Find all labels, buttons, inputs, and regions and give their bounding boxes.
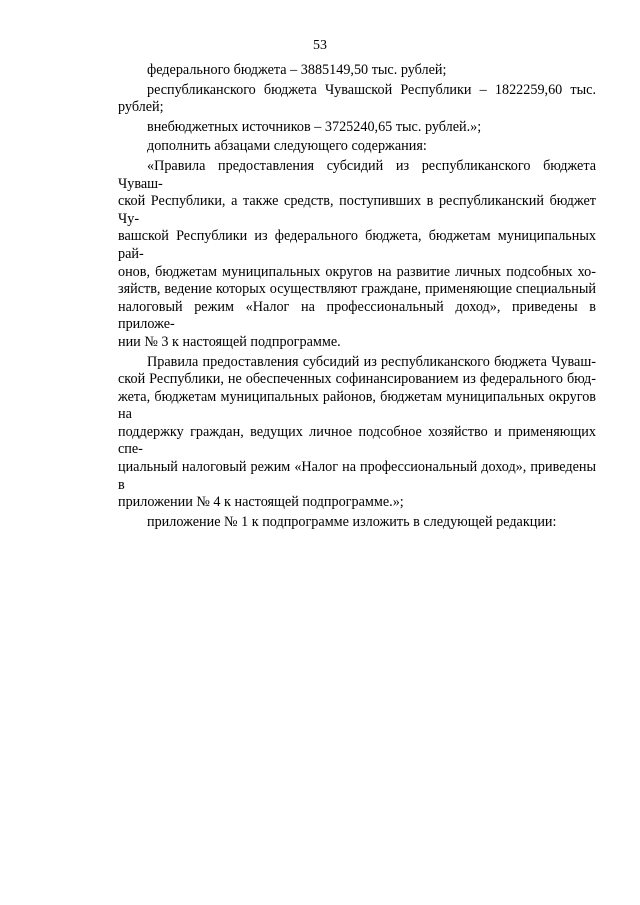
paragraph-republic-budget [118,82,596,117]
page-number: 53 [313,38,327,53]
paragraph-subsidy-rules-appendix-3 [118,158,596,352]
text-line: дополнить абзацами следующего содержания: [147,138,427,155]
text-line: приложении № 4 к настоящей подпрограмме.»; [118,494,404,511]
document-body [118,62,596,533]
text-line: рублей; [118,99,164,116]
paragraph-supplement-intro [118,138,596,156]
paragraph-subsidy-rules-appendix-4 [118,354,596,512]
text-line: зяйств, ведение которых осуществляют граждане, применяющие специальный [118,281,596,298]
text-line: Правила предоставления субсидий из республиканского бюджета Чуваш- [147,353,596,370]
text-line: нии № 3 к настоящей подпрограмме. [118,333,341,350]
text-line: республиканского бюджета Чувашской Республики – 1822259,60 тыс. [147,81,596,98]
paragraph-appendix-1-statement [118,514,596,532]
text-line: ской Республики, а также средств, поступивших в республиканский бюджет Чу- [118,193,596,227]
paragraph-federal-budget [118,62,596,80]
text-line: налоговый режим «Налог на профессиональный доход», приведены в приложе- [118,298,596,333]
text-line: жета, бюджетам муниципальных районов, бюджетам муниципальных округов на [118,388,596,423]
paragraph-extrabudgetary [118,119,596,137]
text-line: циальный налоговый режим «Налог на профессиональный доход», приведены в [118,459,596,493]
text-line: онов, бюджетам муниципальных округов на развитие личных подсобных хо- [118,263,596,280]
text-line: внебюджетных источников – 3725240,65 тыс. рублей.»; [147,118,482,135]
text-line: приложение № 1 к подпрограмме изложить в следующей редакции: [147,513,557,530]
text-line: федерального бюджета – 3885149,50 тыс. рублей; [147,62,447,78]
text-line: вашской Республики из федерального бюджета, бюджетам муниципальных рай- [118,228,596,262]
text-line: «Правила предоставления субсидий из республиканского бюджета Чуваш- [118,157,596,192]
text-line: ской Республики, не обеспеченных софинансированием из федерального бюд- [118,371,596,388]
text-line: поддержку граждан, ведущих личное подсобное хозяйство и применяющих спе- [118,423,596,458]
